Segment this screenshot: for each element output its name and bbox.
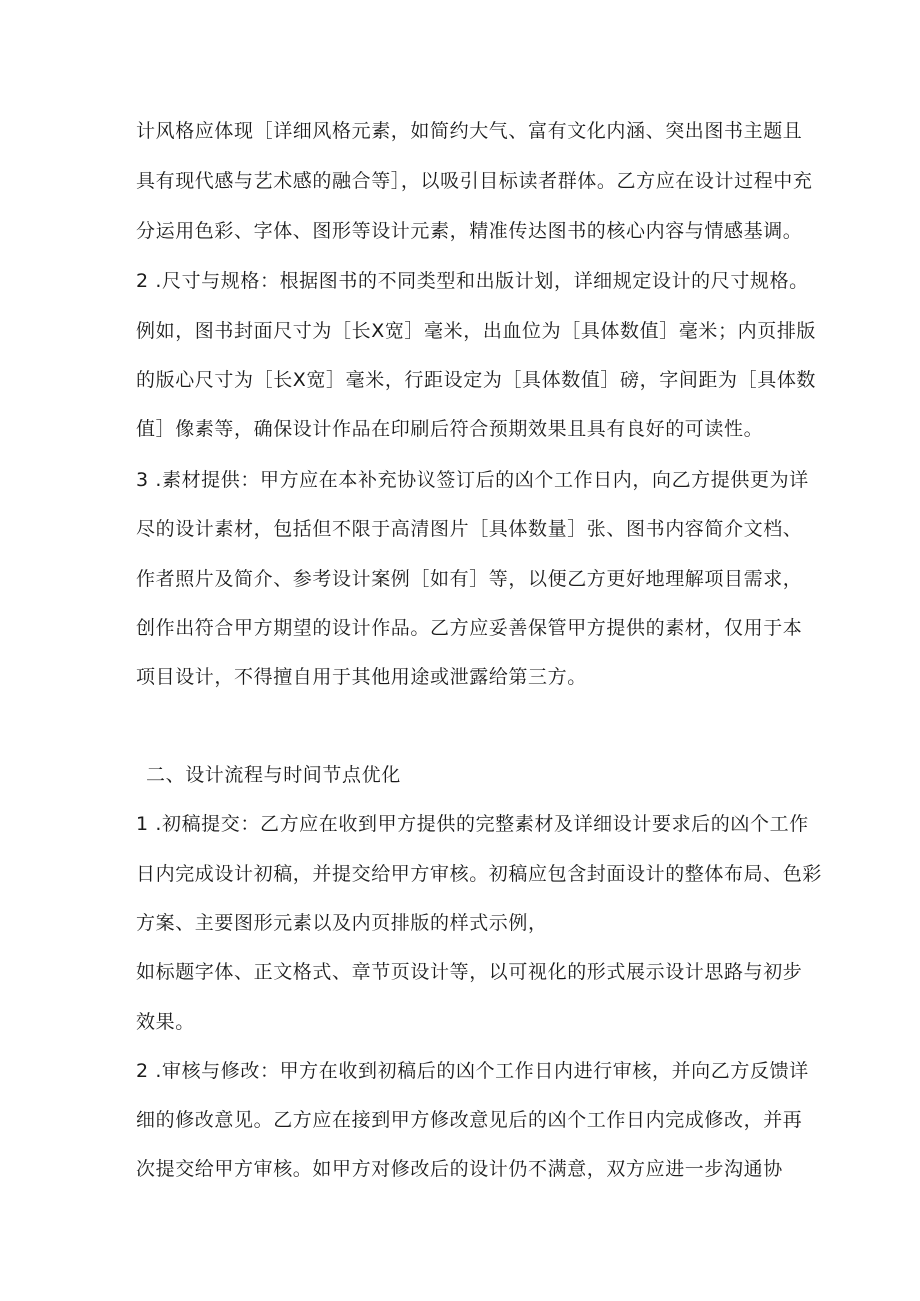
paragraph-draft-line-3: 方案、主要图形元素以及内页排版的样式示例， bbox=[136, 912, 548, 934]
paragraph-materials-line-4: 创作出符合甲方期望的设计作品。乙方应妥善保管甲方提供的素材，仅用于本 bbox=[136, 617, 803, 639]
paragraph-size-line-2: 例如，图书封面尺寸为［长X宽］毫米，出血位为［具体数值］毫米；内页排版 bbox=[136, 320, 817, 342]
paragraph-draft-line-4: 如标题字体、正文格式、章节页设计等，以可视化的形式展示设计思路与初步 bbox=[136, 961, 803, 983]
paragraph-style-line-1: 计风格应体现［详细风格元素，如简约大气、富有文化内涵、突出图书主题且 bbox=[136, 120, 803, 142]
paragraph-materials-line-2: 尽的设计素材，包括但不限于高清图片［具体数量］张、图书内容简介文档、 bbox=[136, 518, 803, 540]
paragraph-materials-line-3: 作者照片及简介、参考设计案例［如有］等，以便乙方更好地理解项目需求， bbox=[136, 568, 803, 590]
paragraph-size-line-1: 2 .尺寸与规格：根据图书的不同类型和出版计划，详细规定设计的尺寸规格。 bbox=[136, 270, 809, 292]
section-heading: 二、设计流程与时间节点优化 bbox=[146, 764, 401, 786]
paragraph-style-line-3: 分运用色彩、字体、图形等设计元素，精准传达图书的核心内容与情感基调。 bbox=[136, 220, 803, 242]
paragraph-style-line-2: 具有现代感与艺术感的融合等］，以吸引目标读者群体。乙方应在设计过程中充 bbox=[136, 170, 813, 192]
paragraph-materials-line-1: 3 .素材提供：甲方应在本补充协议签订后的凶个工作日内，向乙方提供更为详 bbox=[136, 469, 809, 491]
paragraph-size-line-3: 的版心尺寸为［长X宽］毫米，行距设定为［具体数值］磅，字间距为［具体数 bbox=[136, 369, 817, 391]
paragraph-draft-line-1: 1 .初稿提交：乙方应在收到甲方提供的完整素材及详细设计要求后的凶个工作 bbox=[136, 813, 809, 835]
paragraph-review-line-2: 细的修改意见。乙方应在接到甲方修改意见后的凶个工作日内完成修改，并再 bbox=[136, 1109, 803, 1131]
paragraph-size-line-4: 值］像素等，确保设计作品在印刷后符合预期效果且具有良好的可读性。 bbox=[136, 418, 764, 440]
paragraph-materials-line-5: 项目设计，不得擅自用于其他用途或泄露给第三方。 bbox=[136, 666, 587, 688]
paragraph-draft-line-5: 效果。 bbox=[136, 1011, 195, 1033]
paragraph-review-line-1: 2 .审核与修改：甲方在收到初稿后的凶个工作日内进行审核，并向乙方反馈详 bbox=[136, 1060, 809, 1082]
paragraph-review-line-3: 次提交给甲方审核。如甲方对修改后的设计仍不满意，双方应进一步沟通协 bbox=[136, 1158, 783, 1180]
paragraph-draft-line-2: 日内完成设计初稿，并提交给甲方审核。初稿应包含封面设计的整体布局、色彩 bbox=[136, 863, 823, 885]
